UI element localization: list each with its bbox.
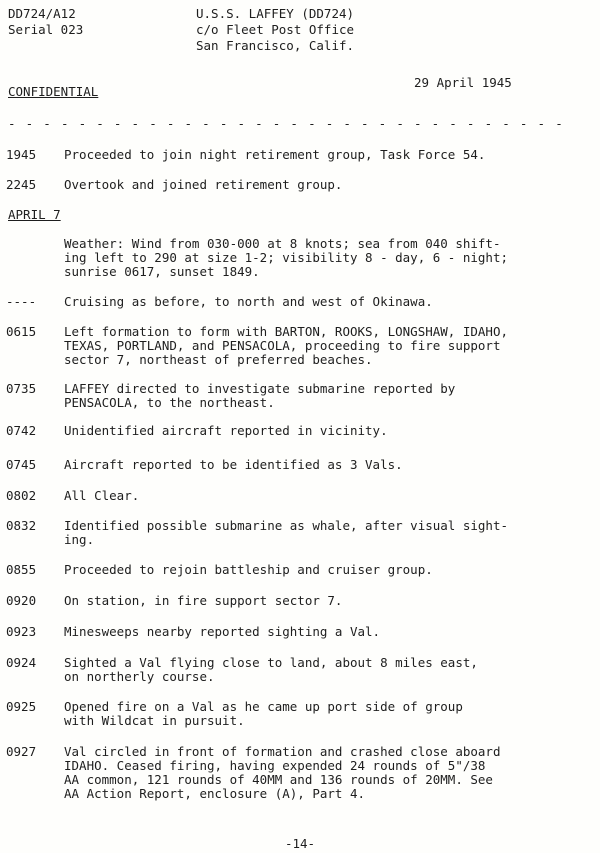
log-time: 0920: [6, 593, 37, 608]
log-time: 2245: [6, 177, 37, 192]
log-text: Opened fire on a Val as he came up port side of group with Wildcat in pursuit.: [64, 699, 463, 728]
separator-line: - - - - - - - - - - - - - - - - - - - - - - - - - - - - - - - -: [8, 116, 565, 131]
log-text: Unidentified aircraft reported in vicinity.: [64, 423, 388, 438]
log-time: 0925: [6, 699, 37, 714]
document-date: 29 April 1945: [414, 75, 512, 90]
log-time: 0615: [6, 324, 37, 339]
log-time: 0735: [6, 381, 37, 396]
log-text: Cruising as before, to north and west of Okinawa.: [64, 294, 433, 309]
log-text: Overtook and joined retirement group.: [64, 177, 343, 192]
log-text: Minesweeps nearby reported sighting a Val.: [64, 624, 381, 639]
log-time: ----: [6, 294, 37, 309]
log-time: 0745: [6, 457, 37, 472]
page-number: -14-: [284, 836, 316, 851]
log-text: Val circled in front of formation and crashed close aboard IDAHO. Ceased firing, having expended 24 rounds of 5"/38 AA common, 121 rounds of 40MM and 136 rounds of 20MM. See AA Action Report, enclosure (A), Part 4.: [64, 744, 501, 801]
ship-name-line: U.S.S. LAFFEY (DD724): [196, 6, 355, 21]
log-text: Left formation to form with BARTON, ROOKS, LONGSHAW, IDAHO, TEXAS, PORTLAND, and PENSACOLA, proceeding to fire support sector 7, northeast of preferred beaches.: [64, 324, 509, 367]
log-time: 0802: [6, 488, 37, 503]
address-line-2: San Francisco, Calif.: [196, 38, 355, 53]
weather-text: Weather: Wind from 030-000 at 8 knots; sea from 040 shift- ing left to 290 at size 1-2; visibility 8 - day, 6 - night; sunrise 0617, sunset 1849.: [64, 236, 509, 279]
classification-label: CONFIDENTIAL: [8, 84, 99, 99]
log-time: 0927: [6, 744, 37, 759]
log-time: 1945: [6, 147, 37, 162]
ship-address: [196, 6, 354, 54]
address-line-1: c/o Fleet Post Office: [196, 22, 355, 37]
log-time: 0855: [6, 562, 37, 577]
log-text: Aircraft reported to be identified as 3 Vals.: [64, 457, 403, 472]
serial-line: Serial 023: [8, 22, 84, 37]
log-time: 0742: [6, 423, 37, 438]
log-text: All Clear.: [64, 488, 140, 503]
file-reference: [8, 6, 83, 38]
log-time: 0924: [6, 655, 37, 670]
log-text: On station, in fire support sector 7.: [64, 593, 343, 608]
log-text: LAFFEY directed to investigate submarine reported by PENSACOLA, to the northeast.: [64, 381, 456, 410]
log-text: Proceeded to join night retirement group, Task Force 54.: [64, 147, 486, 162]
log-time: 0923: [6, 624, 37, 639]
section-heading: APRIL 7: [8, 207, 61, 222]
file-reference-line: DD724/A12: [8, 6, 76, 21]
log-time: 0832: [6, 518, 37, 533]
log-text: Identified possible submarine as whale, after visual sight- ing.: [64, 518, 509, 547]
log-text: Proceeded to rejoin battleship and cruiser group.: [64, 562, 433, 577]
log-text: Sighted a Val flying close to land, about 8 miles east, on northerly course.: [64, 655, 478, 684]
